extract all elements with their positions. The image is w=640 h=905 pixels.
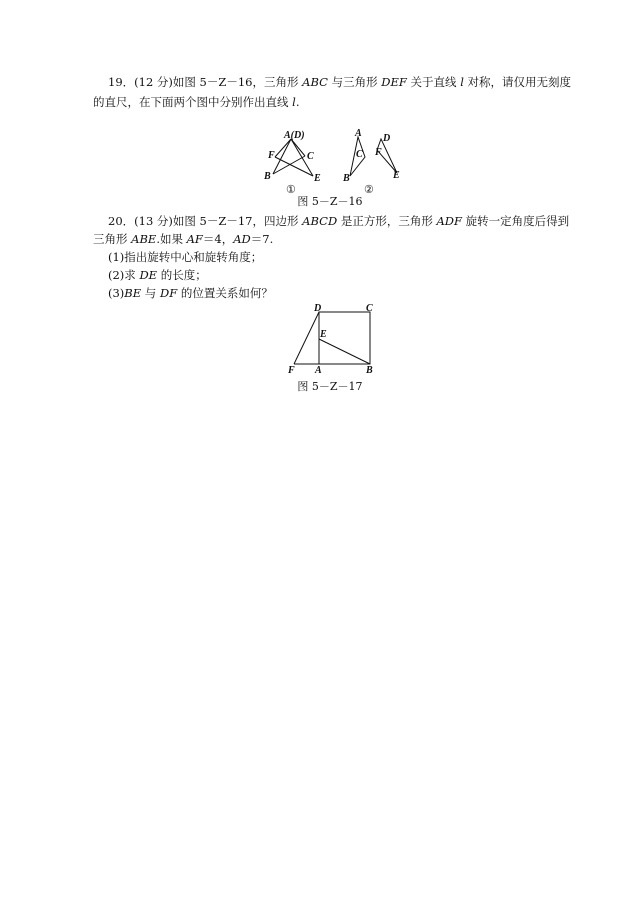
fig1-label-ad: A(D) bbox=[284, 130, 305, 141]
q20-sub-1: (1)指出旋转中心和旋转角度； bbox=[108, 250, 263, 264]
q20-line-1: 20．(13 分)如图 5－Z－17，四边形 ABCD 是正方形，三角形 ADF 旋转一定角度后得到 bbox=[108, 214, 570, 228]
fig3-label-e: E bbox=[320, 329, 327, 340]
fig3-label-c: C bbox=[366, 303, 373, 314]
fig3-label-f: F bbox=[288, 365, 295, 376]
caption-5-z-16: 图 5－Z－16 bbox=[297, 195, 363, 208]
fig2-label-a: A bbox=[355, 128, 362, 139]
fig1-label-e: E bbox=[314, 173, 321, 184]
fig1-label-c: C bbox=[307, 151, 314, 162]
fig2-number: ② bbox=[364, 184, 374, 196]
figure-5-z-16-2 bbox=[340, 128, 410, 198]
q19-def: DEF bbox=[381, 75, 407, 89]
fig1-label-b: B bbox=[264, 171, 271, 182]
fig1-number: ① bbox=[286, 184, 296, 196]
q19-abc: ABC bbox=[302, 75, 328, 89]
fig2-label-d: D bbox=[383, 133, 391, 144]
q20-number: 20． bbox=[108, 214, 135, 228]
fig1-label-f: F bbox=[268, 150, 275, 161]
fig2-label-b: B bbox=[343, 173, 350, 184]
q19-points: (12 分) bbox=[134, 75, 173, 89]
fig2-label-c: C bbox=[356, 149, 363, 160]
figure-5-z-16-1 bbox=[260, 128, 330, 198]
q20-line-2: 三角形 ABE.如果 AF＝4，AD＝7. bbox=[93, 232, 274, 246]
q20-sub-3: (3)BE 与 DF 的位置关系如何？ bbox=[108, 286, 273, 300]
figure-5-z-17 bbox=[285, 303, 385, 378]
q19-number: 19． bbox=[108, 75, 135, 89]
fig3-label-b: B bbox=[366, 365, 373, 376]
fig3-label-a: A bbox=[315, 365, 322, 376]
caption-5-z-17: 图 5－Z－17 bbox=[297, 380, 363, 393]
q20-points: (13 分) bbox=[134, 214, 173, 228]
q19-line-1: 19．(12 分)如图 5－Z－16，三角形 ABC 与三角形 DEF 关于直线 l 对称，请仅用无刻度 bbox=[108, 75, 572, 89]
q20-sub-2: (2)求 DE 的长度； bbox=[108, 268, 207, 282]
fig2-label-e: E bbox=[393, 170, 400, 181]
fig2-label-f: F bbox=[375, 147, 382, 158]
q19-l: l bbox=[460, 75, 464, 89]
fig3-label-d: D bbox=[314, 303, 322, 314]
q19-line-2: 的直尺，在下面两个图中分别作出直线 l. bbox=[93, 95, 300, 109]
